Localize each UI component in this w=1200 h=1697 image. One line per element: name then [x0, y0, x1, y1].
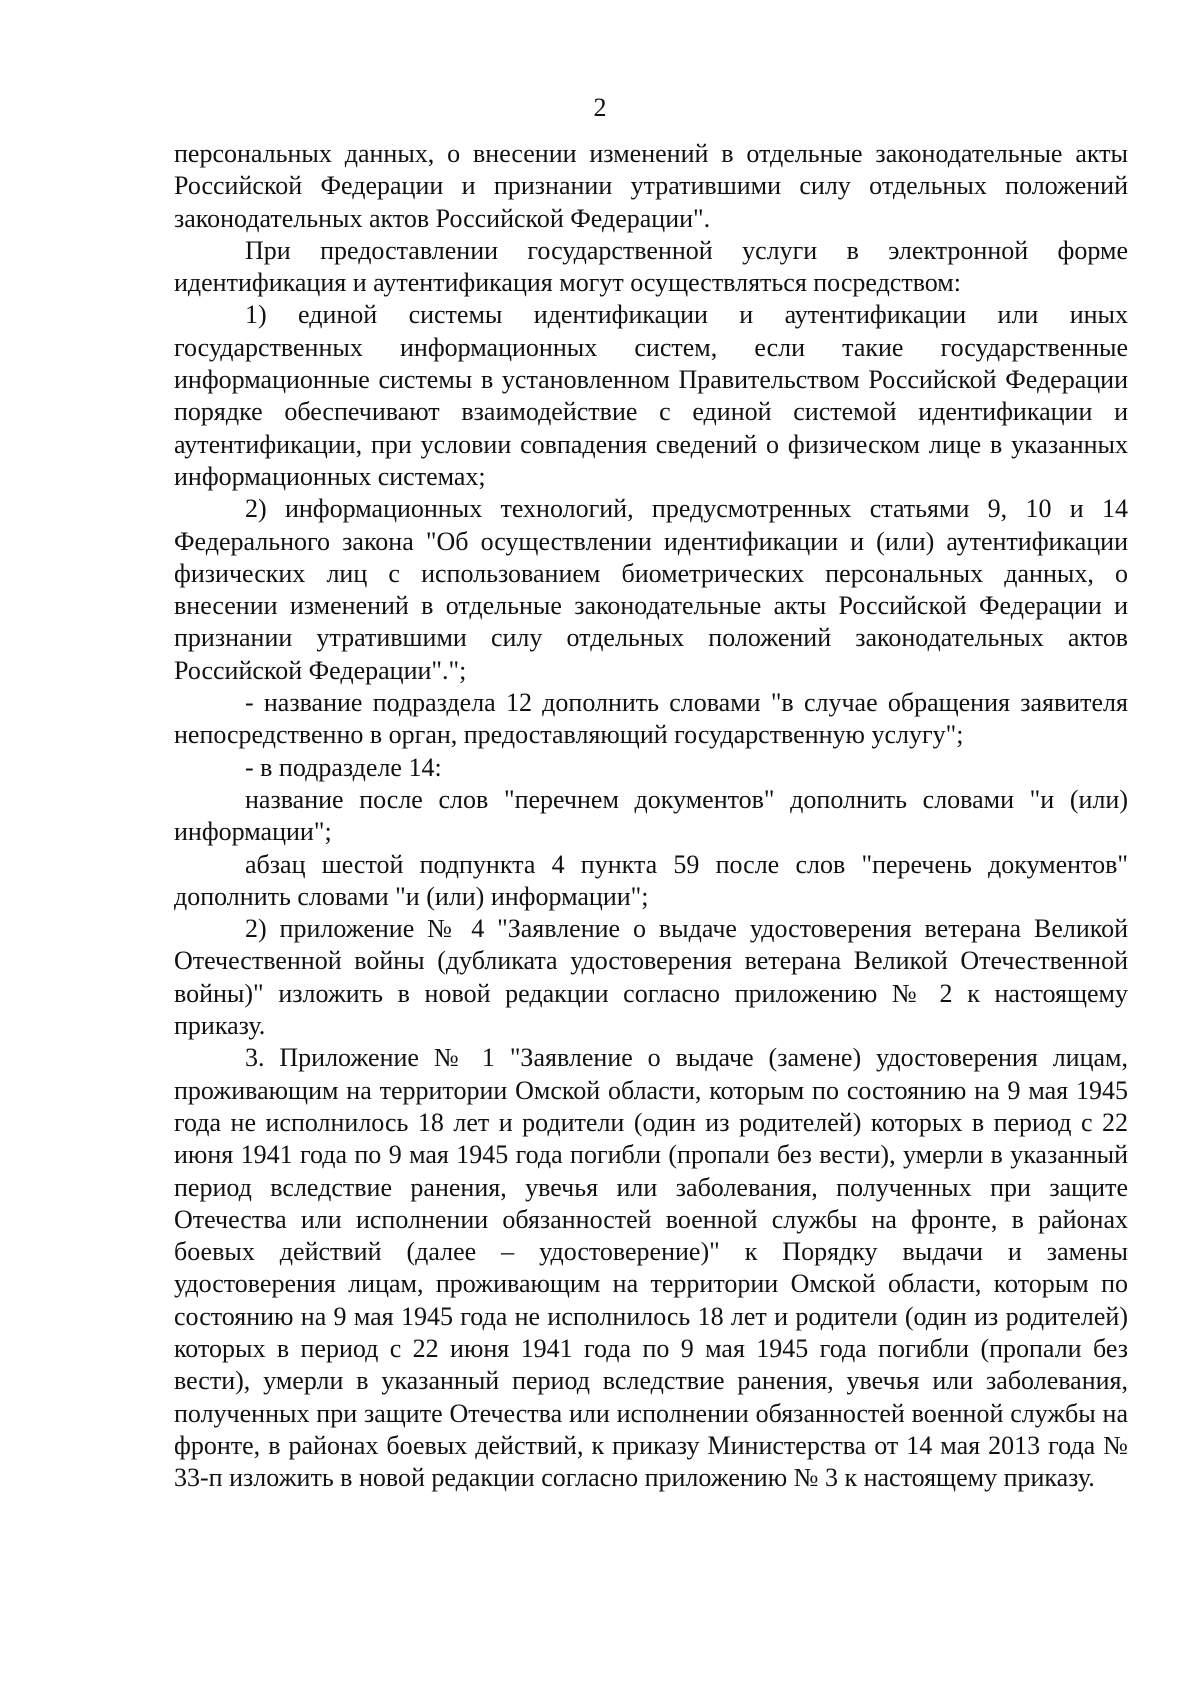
paragraph: абзац шестой подпункта 4 пункта 59 после слов "перечень документов" дополнить словами "и (или) информации";: [174, 849, 1128, 911]
paragraph: При предоставлении государственной услуги в электронной форме идентификация и аутентификация могут осуществляться посредством:: [174, 235, 1128, 298]
paragraph: персональных данных, о внесении изменений в отдельные законодательные акты Российской Федерации и признании утратившими силу отдельных положений законодательных актов Российской Федерации".: [174, 139, 1128, 233]
document-body: [174, 138, 1128, 1494]
paragraph: 3. Приложение № 1 "Заявление о выдаче (замене) удостоверения лицам, проживающим на территории Омской области, которым по состоянию на 9 мая 1945 года не исполнилось 18 лет и родители (один из родителей) которых в период с 22 июня 1941 года по 9 мая 1945 года погибли (пропали без вести), умерли в указанный период вследствие ранения, увечья или заболевания, полученных при защите Отечества или исполнении обязанностей военной службы на фронте, в районах боевых действий (далее – удостоверение)" к Порядку выдачи и замены удостоверения лицам, проживающим на территории Омской области, которым по состоянию на 9 мая 1945 года не исполнилось 18 лет и родители (один из родителей) которых в период с 22 июня 1941 года по 9 мая 1945 года погибли (пропали без вести), умерли в указанный период вследствие ранения, увечья или заболевания, полученных при защите Отечества или исполнении обязанностей военной службы на фронте, в районах боевых действий, к приказу Министерства от 14 мая 2013 года № 33-п изложить в новой редакции согласно приложению № 3 к настоящему приказу.: [174, 1043, 1128, 1493]
paragraph: название после слов "перечнем документов" дополнить словами "и (или) информации";: [174, 784, 1128, 847]
paragraph: 2) информационных технологий, предусмотренных статьями 9, 10 и 14 Федерального закона "Об осуществлении идентификации и (или) аутентификации физических лиц с использованием биометрических персональных данных, о внесении изменений в отдельные законодательные акты Российской Федерации и признании утратившими силу отдельных положений законодательных актов Российской Федерации".";: [174, 494, 1128, 685]
page-number: 2: [593, 93, 607, 122]
paragraph: - название подраздела 12 дополнить словами "в случае обращения заявителя непосредственно в орган, предоставляющий государственную услугу";: [174, 688, 1128, 750]
paragraph: - в подразделе 14:: [245, 752, 442, 782]
paragraph: 1) единой системы идентификации и аутентификации или иных государственных информационных систем, если такие государственные информационные системы в установленном Правительством Российской Федерации порядке обеспечивают взаимодействие с единой системой идентификации и аутентификации, при условии совпадения сведений о физическом лице в указанных информационных системах;: [174, 300, 1128, 491]
paragraph: 2) приложение № 4 "Заявление о выдаче удостоверения ветерана Великой Отечественной войны (дубликата удостоверения ветерана Великой Отечественной войны)" изложить в новой редакции согласно приложению № 2 к настоящему приказу.: [174, 914, 1128, 1041]
